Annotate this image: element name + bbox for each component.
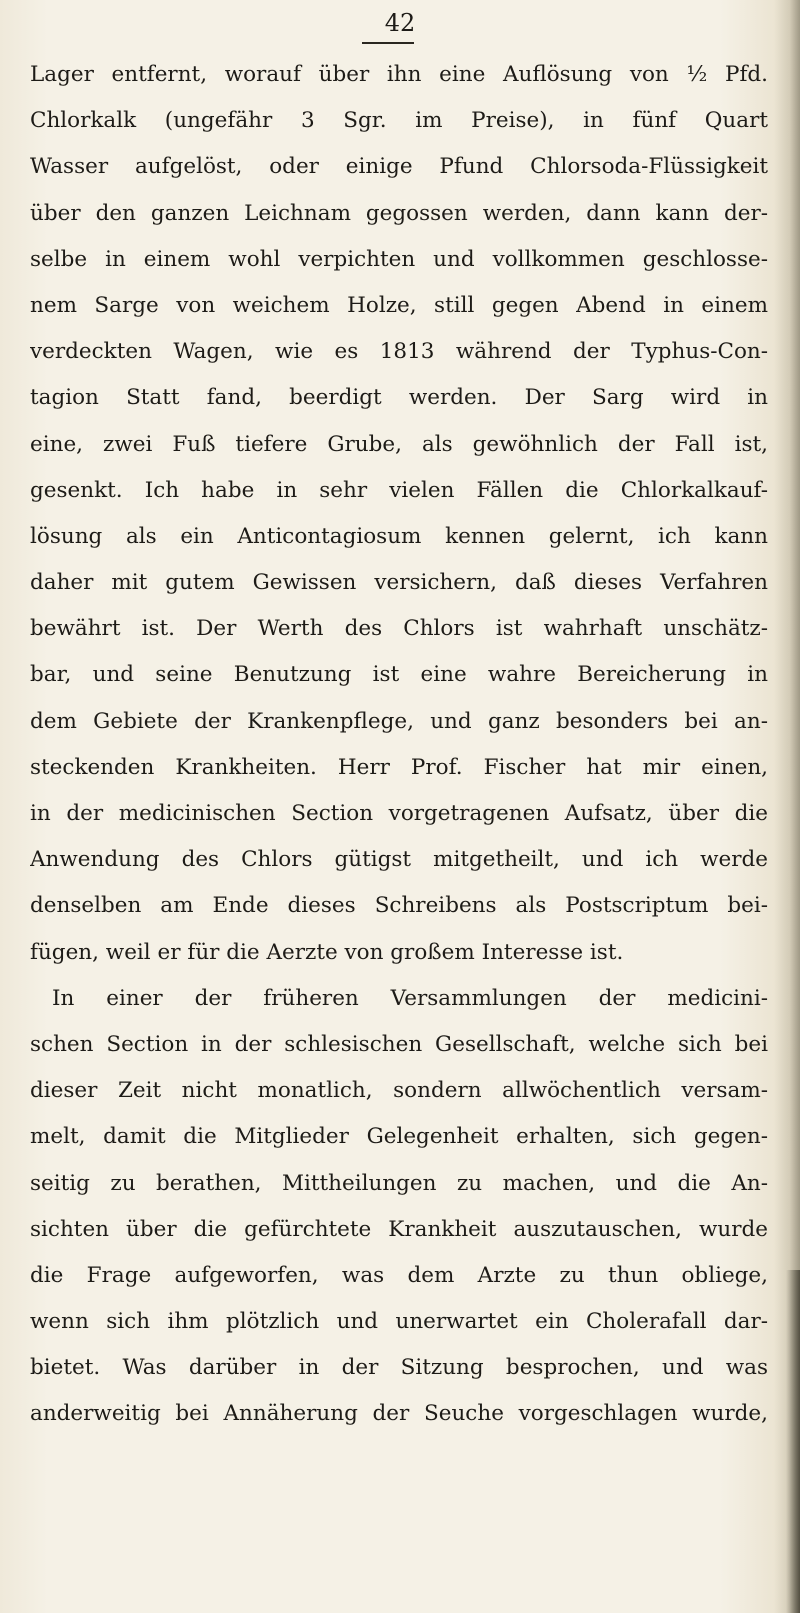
text-line: verdeckten Wagen, wie es 1813 während der Typhus-Con- [30, 339, 768, 365]
text-line: Chlorkalk (ungefähr 3 Sgr. im Preise), in fünf Quart [30, 108, 768, 134]
text-line: fügen, weil er für die Aerzte von großem Interesse ist. [30, 939, 624, 965]
text-line: die Frage aufgeworfen, was dem Arzte zu thun obliege, [30, 1262, 768, 1288]
text-line: nem Sarge von weichem Holze, still gegen Abend in einem [30, 292, 768, 318]
page-number: 42 [384, 9, 416, 37]
text-line: bietet. Was darüber in der Sitzung besprochen, und was [30, 1355, 768, 1381]
text-line: Wasser aufgelöst, oder einige Pfund Chlorsoda-Flüssigkeit [30, 154, 768, 180]
text-line: seitig zu berathen, Mittheilungen zu machen, und die An- [30, 1170, 768, 1196]
text-line: In einer der früheren Versammlungen der medicini- [52, 985, 768, 1011]
text-line: daher mit gutem Gewissen versichern, daß dieses Verfahren [30, 570, 768, 596]
text-line: gesenkt. Ich habe in sehr vielen Fällen die Chlorkalkauf- [30, 477, 768, 503]
text-line: bar, und seine Benutzung ist eine wahre Bereicherung in [30, 662, 768, 688]
text-line: anderweitig bei Annäherung der Seuche vorgeschlagen wurde, [30, 1401, 768, 1427]
text-line: Anwendung des Chlors gütigst mitgetheilt, und ich werde [30, 847, 768, 873]
text-line: in der medicinischen Section vorgetragenen Aufsatz, über die [30, 801, 768, 826]
page-edge-binding-shadow [786, 1270, 800, 1613]
text-line: tagion Statt fand, beerdigt werden. Der Sarg wird in [30, 385, 768, 411]
text-line: bewährt ist. Der Werth des Chlors ist wahrhaft unschätz- [30, 616, 768, 642]
text-line: steckenden Krankheiten. Herr Prof. Fischer hat mir einen, [30, 754, 768, 780]
text-line: lösung als ein Anticontagiosum kennen gelernt, ich kann [30, 523, 768, 549]
text-line: wenn sich ihm plötzlich und unerwartet ein Cholerafall dar- [30, 1309, 768, 1335]
text-line: dieser Zeit nicht monatlich, sondern allwöchentlich versam- [30, 1078, 768, 1104]
body-text [30, 52, 768, 1438]
text-line: denselben am Ende dieses Schreibens als Postscriptum bei- [30, 893, 768, 919]
text-line: eine, zwei Fuß tiefere Grube, als gewöhnlich der Fall ist, [30, 431, 768, 457]
header-rule [362, 42, 414, 44]
text-line: Lager entfernt, worauf über ihn eine Auflösung von ½ Pfd. [30, 62, 768, 87]
text-line: selbe in einem wohl verpichten und vollkommen geschlosse- [30, 246, 768, 272]
text-line: dem Gebiete der Krankenpflege, und ganz besonders bei an- [30, 708, 768, 734]
text-line: sichten über die gefürchtete Krankheit auszutauschen, wurde [30, 1216, 768, 1242]
text-line: über den ganzen Leichnam gegossen werden, dann kann der- [30, 200, 768, 226]
text-line: schen Section in der schlesischen Gesellschaft, welche sich bei [30, 1031, 768, 1057]
text-line: melt, damit die Mitglieder Gelegenheit erhalten, sich gegen- [30, 1124, 768, 1150]
